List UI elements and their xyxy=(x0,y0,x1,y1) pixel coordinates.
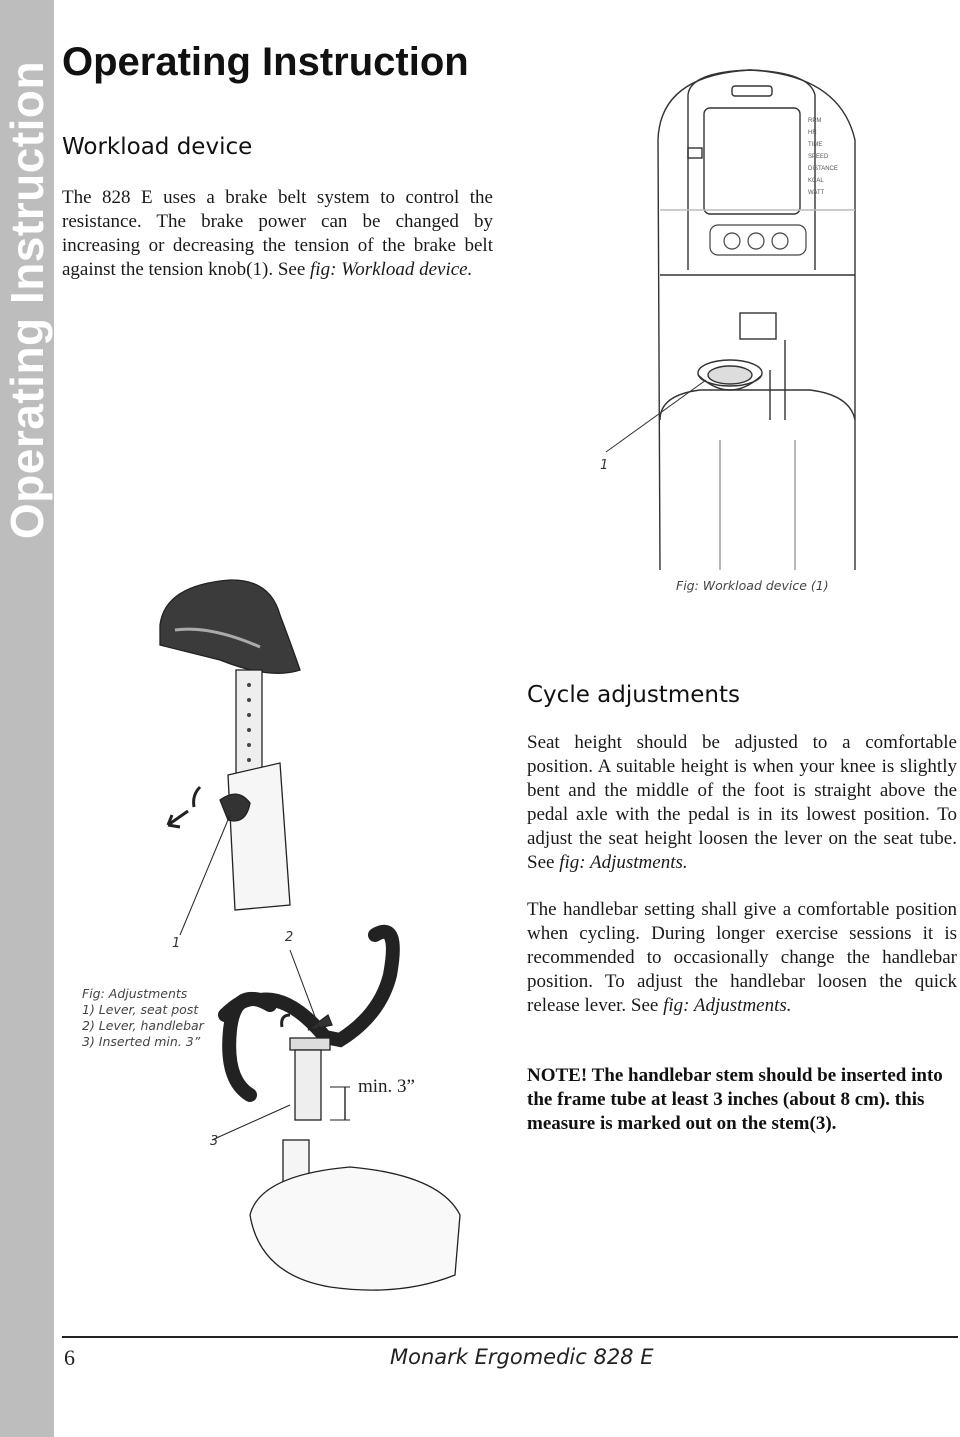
console-label-rpm: RPM xyxy=(808,118,822,124)
page-number: 6 xyxy=(64,1345,75,1370)
adjust-caption-title: Fig: Adjustments xyxy=(82,986,188,1001)
cycle-heading: Cycle adjustments xyxy=(527,682,740,708)
adjust-caption-item-3: 3) Inserted min. 3” xyxy=(82,1034,201,1049)
cycle-para1-fig-ref: fig: Adjustments. xyxy=(559,852,688,873)
footer-title: Monark Ergomedic 828 E xyxy=(390,1345,654,1369)
console-label-watt: WATT xyxy=(808,190,825,196)
footer-divider xyxy=(62,1336,958,1338)
page-title: Operating Instruction xyxy=(62,40,469,84)
workload-figure-caption: Fig: Workload device (1) xyxy=(676,578,829,593)
console-labels xyxy=(808,118,838,196)
sidebar-title: Operating Instruction xyxy=(1,60,53,540)
adjustments-caption xyxy=(82,986,204,1050)
workload-heading: Workload device xyxy=(62,134,253,160)
workload-fig-ref: fig: Workload device. xyxy=(310,259,473,280)
cycle-paragraph-handlebar xyxy=(527,898,957,1018)
cycle-para1-text: Seat height should be adjusted to a comfortable position. A suitable height is when your knee is slightly bent and the middle of the foot is straight above the pedal axle with the pedal is in its lowest position. To adjust the seat height loosen the lever on the seat tube. See xyxy=(527,732,957,873)
min-insert-label: min. 3” xyxy=(358,1076,415,1097)
adjust-callout-3: 3 xyxy=(210,1134,219,1149)
workload-text: The 828 E uses a brake belt system to control the resistance. The brake power can be changed by increasing or decreasing the tension of the brake belt against the tension knob(1). See xyxy=(62,187,493,280)
adjustments-illustration xyxy=(150,575,480,1305)
console-label-time: TIME xyxy=(808,142,823,148)
console-label-speed: SPEED xyxy=(808,154,829,160)
workload-callout-1: 1 xyxy=(600,458,609,473)
adjust-callout-1: 1 xyxy=(172,936,181,951)
adjust-callout-2: 2 xyxy=(285,930,294,945)
cycle-para2-text: The handlebar setting shall give a comfortable position when cycling. During longer exercise sessions it is recommended to occasionally change the handlebar position. To adjust the handlebar loosen the quick release lever. See xyxy=(527,899,957,1016)
workload-paragraph xyxy=(62,186,493,282)
console-label-kcal: KCAL xyxy=(808,178,824,184)
adjust-caption-item-2: 2) Lever, handlebar xyxy=(82,1018,204,1033)
cycle-paragraph-seat xyxy=(527,731,957,875)
cycle-para2-fig-ref: fig: Adjustments. xyxy=(663,995,792,1016)
sidebar-band xyxy=(0,0,54,1437)
console-label-distance: DISTANCE xyxy=(808,166,838,172)
console-label-hr: HR xyxy=(808,130,817,136)
note-paragraph: NOTE! The handlebar stem should be inserted into the frame tube at least 3 inches (about 8 cm). this measure is marked out on the stem(3). xyxy=(527,1065,943,1134)
adjust-caption-item-1: 1) Lever, seat post xyxy=(82,1002,199,1017)
workload-device-illustration xyxy=(600,60,900,570)
